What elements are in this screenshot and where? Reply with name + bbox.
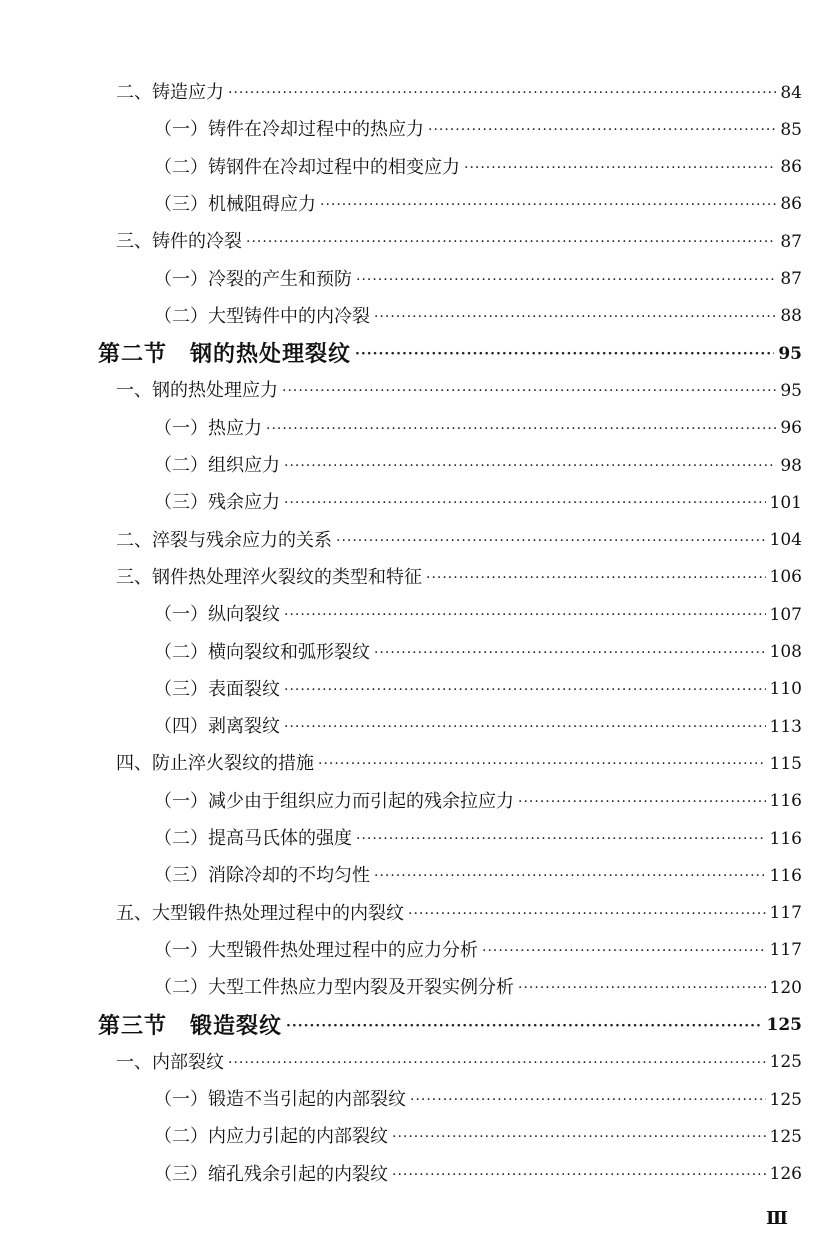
- toc-entry-title: （一）热应力: [154, 417, 262, 439]
- toc-entry-page: 125: [769, 1052, 802, 1073]
- toc-entry-title: 三、铸件的冷裂: [116, 231, 242, 253]
- toc-heading-entry: [116, 561, 802, 595]
- toc-entry-page: 117: [769, 940, 802, 961]
- dot-leader: [286, 1017, 762, 1035]
- dot-leader: [320, 196, 776, 214]
- toc-subheading-entry: [154, 636, 802, 670]
- toc-subheading-entry: [154, 113, 802, 147]
- dot-leader: [356, 271, 776, 289]
- toc-subheading-entry: [154, 934, 802, 968]
- toc-entry-title: （一）大型锻件热处理过程中的应力分析: [154, 939, 478, 961]
- dot-leader: [318, 755, 766, 773]
- dot-leader: [428, 121, 776, 139]
- toc-entry-title: （一）锻造不当引起的内部裂纹: [154, 1089, 406, 1111]
- dot-leader: [374, 308, 776, 326]
- dot-leader: [482, 942, 766, 960]
- toc-heading-entry: [116, 374, 802, 408]
- dot-leader: [282, 382, 776, 400]
- toc-subheading-entry: [154, 598, 802, 632]
- toc-entry-title: （三）机械阻碍应力: [154, 193, 316, 215]
- toc-subheading-entry: [154, 412, 802, 446]
- dot-leader: [284, 494, 766, 512]
- dot-leader: [266, 420, 776, 438]
- toc-entry-page: 85: [780, 119, 802, 140]
- toc-subheading-entry: [154, 710, 802, 744]
- dot-leader: [284, 718, 766, 736]
- toc-entry-title: （三）缩孔残余引起的内裂纹: [154, 1163, 388, 1185]
- toc-subheading-entry: [154, 188, 802, 222]
- toc-entry-title: 一、内部裂纹: [116, 1051, 224, 1073]
- toc-entry-page: 84: [780, 82, 802, 103]
- toc-entry-page: 95: [780, 380, 802, 401]
- toc-subheading-entry: [154, 1083, 802, 1117]
- toc-entry-page: 104: [769, 530, 802, 551]
- toc-entry-page: 125: [769, 1126, 802, 1147]
- toc-entry-title: 第二节 钢的热处理裂纹: [98, 341, 352, 368]
- toc-entry-page: 96: [780, 418, 802, 439]
- dot-leader: [284, 606, 766, 624]
- toc-entry-page: 87: [780, 231, 802, 252]
- toc-entry-page: 95: [778, 343, 802, 364]
- page-number: Ⅲ: [766, 1208, 788, 1229]
- toc-entry-title: （二）大型铸件中的内冷裂: [154, 305, 370, 327]
- toc-entry-title: （一）冷裂的产生和预防: [154, 268, 352, 290]
- dot-leader: [408, 905, 766, 923]
- toc-subheading-entry: [154, 822, 802, 856]
- toc-entry-title: （一）铸件在冷却过程中的热应力: [154, 119, 424, 141]
- toc-entry-page: 110: [769, 679, 802, 700]
- toc-entry-title: （三）表面裂纹: [154, 678, 280, 700]
- toc-entry-page: 86: [780, 157, 802, 178]
- dot-leader: [355, 345, 774, 363]
- toc-entry-page: 107: [769, 604, 802, 625]
- toc-entry-page: 101: [769, 492, 802, 513]
- dot-leader: [392, 1166, 766, 1184]
- toc-heading-entry: [116, 747, 802, 781]
- toc-heading-entry: [116, 76, 802, 110]
- dot-leader: [426, 569, 766, 587]
- dot-leader: [356, 830, 766, 848]
- dot-leader: [336, 532, 766, 550]
- toc-entry-page: 115: [769, 753, 802, 774]
- toc-heading-entry: [116, 897, 802, 931]
- toc-entry-title: 一、钢的热处理应力: [116, 380, 278, 402]
- toc-entry-page: 120: [769, 977, 802, 998]
- toc-entry-title: （三）消除冷却的不均匀性: [154, 865, 370, 887]
- toc-entry-page: 98: [780, 455, 802, 476]
- toc-entry-page: 87: [780, 269, 802, 289]
- toc-entry-page: 108: [769, 642, 802, 662]
- toc-heading-entry: [116, 225, 802, 259]
- toc-section-entry: [98, 337, 802, 371]
- toc-entry-page: 125: [769, 1089, 802, 1110]
- dot-leader: [246, 233, 776, 251]
- toc-subheading-entry: [154, 971, 802, 1005]
- toc-subheading-entry: [154, 263, 802, 297]
- toc-subheading-entry: [154, 859, 802, 893]
- toc-entry-page: 116: [769, 791, 802, 812]
- toc-heading-entry: [116, 1046, 802, 1080]
- toc-entry-page: 86: [780, 194, 802, 215]
- toc-entry-title: 三、钢件热处理淬火裂纹的类型和特征: [116, 566, 422, 588]
- toc-entry-title: 二、淬裂与残余应力的关系: [116, 529, 332, 551]
- toc-subheading-entry: [154, 1120, 802, 1154]
- dot-leader: [374, 867, 766, 885]
- toc-entry-title: （二）组织应力: [154, 455, 280, 476]
- toc-entry-title: 二、铸造应力: [116, 82, 224, 103]
- dot-leader: [518, 979, 766, 997]
- toc-subheading-entry: [154, 449, 802, 483]
- dot-leader: [284, 457, 776, 475]
- toc-subheading-entry: [154, 486, 802, 520]
- toc-entry-page: 116: [769, 865, 802, 886]
- toc-entry-page: 113: [769, 716, 802, 737]
- toc-subheading-entry: [154, 151, 802, 185]
- toc-entry-title: （二）大型工件热应力型内裂及开裂实例分析: [154, 977, 514, 999]
- dot-leader: [228, 84, 776, 102]
- dot-leader: [284, 681, 766, 699]
- dot-leader: [228, 1054, 766, 1072]
- dot-leader: [374, 644, 766, 662]
- toc-entry-title: （二）铸钢件在冷却过程中的相变应力: [154, 156, 460, 178]
- toc-subheading-entry: [154, 1158, 802, 1192]
- toc-subheading-entry: [154, 785, 802, 819]
- toc-entry-title: （一）减少由于组织应力而引起的残余拉应力: [154, 790, 514, 812]
- toc-subheading-entry: [154, 673, 802, 707]
- toc-entry-title: （三）残余应力: [154, 492, 280, 514]
- dot-leader: [392, 1128, 766, 1146]
- toc-entry-page: 117: [769, 903, 802, 924]
- toc-entry-page: 126: [769, 1164, 802, 1185]
- toc-entry-title: 五、大型锻件热处理过程中的内裂纹: [116, 902, 404, 924]
- toc-entry-title: （二）内应力引起的内部裂纹: [154, 1126, 388, 1148]
- toc-entry-title: （二）横向裂纹和弧形裂纹: [154, 641, 370, 663]
- toc-subheading-entry: [154, 300, 802, 334]
- dot-leader: [518, 793, 766, 811]
- toc-entry-title: 第三节 锻造裂纹: [98, 1012, 283, 1039]
- dot-leader: [464, 159, 776, 177]
- toc-entry-title: （二）提高马氏体的强度: [154, 828, 352, 849]
- toc-heading-entry: [116, 524, 802, 558]
- toc-entry-title: （四）剥离裂纹: [154, 716, 280, 738]
- toc-entry-page: 88: [780, 306, 802, 327]
- toc-section-entry: [98, 1009, 802, 1043]
- toc-entry-page: 106: [769, 567, 802, 588]
- toc-entry-page: 125: [766, 1015, 802, 1035]
- toc-entry-title: （一）纵向裂纹: [154, 604, 280, 626]
- toc-entry-title: 四、防止淬火裂纹的措施: [116, 753, 314, 775]
- toc-entry-page: 116: [769, 828, 802, 849]
- dot-leader: [410, 1091, 766, 1109]
